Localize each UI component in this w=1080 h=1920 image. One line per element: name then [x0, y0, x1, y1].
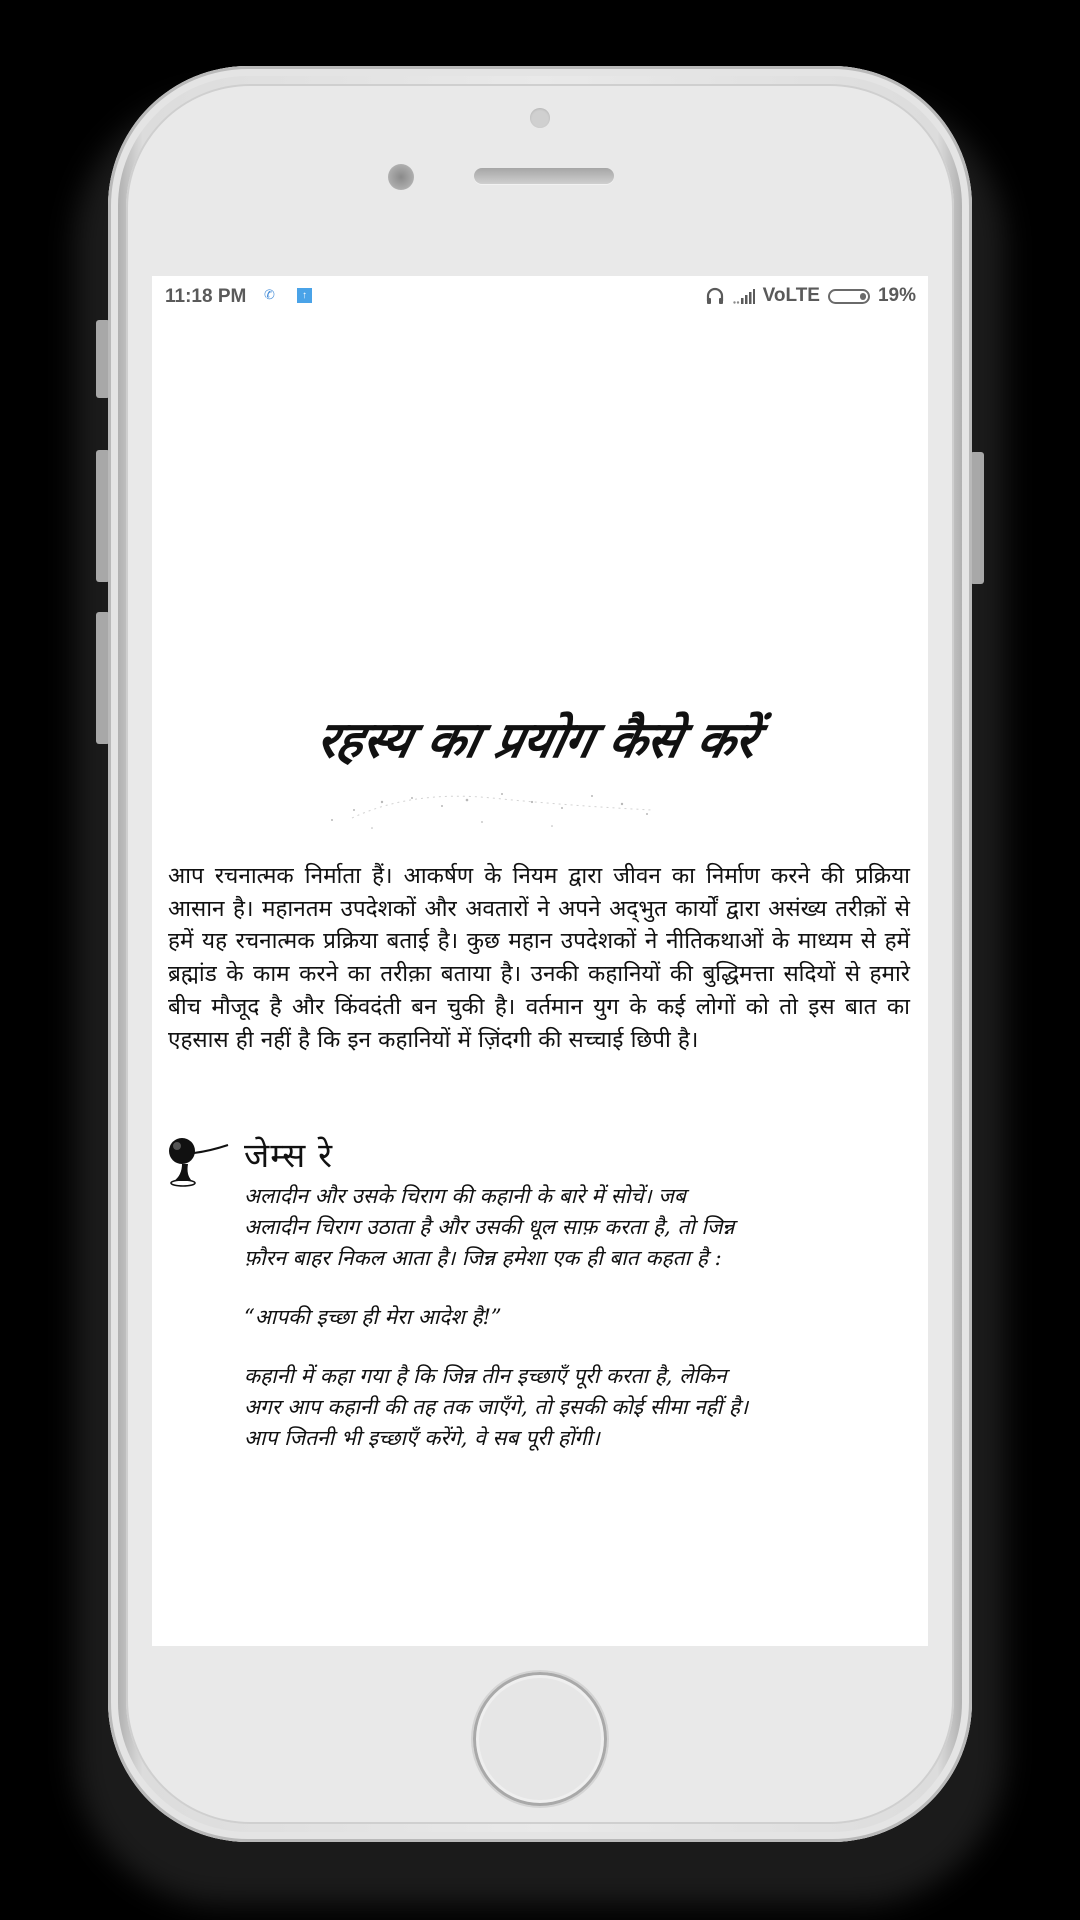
network-label: VoLTE — [762, 285, 820, 306]
headset-icon — [705, 286, 725, 306]
quote-body — [244, 1181, 844, 1482]
genie-line: “आपकी इच्छा ही मेरा आदेश है!” — [244, 1305, 502, 1329]
battery-icon — [828, 289, 870, 304]
status-right-group — [705, 285, 916, 307]
status-bar — [152, 276, 928, 316]
power-button — [970, 452, 984, 584]
phone-screen — [152, 276, 928, 1646]
home-button[interactable] — [473, 1672, 607, 1806]
quote-line: आप जितनी भी इच्छाएँ करेंगे, वे सब पूरी होंगी। — [244, 1426, 600, 1450]
quote-line: अलादीन चिराग उठाता है और उसकी धूल साफ़ करता है, तो जिन्न — [244, 1215, 735, 1239]
scan-smudge — [292, 780, 672, 840]
status-time: 11:18 PM — [165, 286, 247, 307]
quote-line: फ़ौरन बाहर निकल आता है। जिन्न हमेशा एक ही बात कहता है : — [244, 1246, 722, 1270]
quote-paragraph-2 — [244, 1361, 844, 1454]
earpiece-speaker — [474, 168, 614, 184]
quote-line: अलादीन और उसके चिराग की कहानी के बारे में सोचें। जब — [244, 1184, 686, 1208]
quote-line: कहानी में कहा गया है कि जिन्न तीन इच्छाएँ पूरी करता है, लेकिन — [244, 1364, 727, 1388]
battery-percent: 19% — [877, 285, 916, 306]
quote-author: जेम्स रे — [244, 1136, 333, 1176]
front-camera — [388, 164, 414, 190]
phone-call-icon: ✆ — [264, 287, 275, 302]
quote-paragraph-1 — [244, 1181, 844, 1274]
genie-quote — [244, 1302, 844, 1333]
quote-block — [162, 1131, 922, 1450]
front-camera-dot — [530, 108, 550, 128]
notification-icon: ↑ — [297, 288, 312, 303]
signal-icon — [733, 288, 755, 304]
quote-line: अगर आप कहानी की तह तक जाएँगे, तो इसकी कोई सीमा नहीं है। — [244, 1395, 749, 1419]
intro-paragraph: आप रचनात्मक निर्माता हैं। आकर्षण के नियम द्वारा जीवन का निर्माण करने की प्रक्रिया आसान है। महानतम उपदेशकों और अवतारों ने अपने अद्‌भुत कार्यों द्वारा असंख्य तरीक़ों से हमें यह रचनात्मक प्रक्रिया बताई है। कुछ महान उपदेशकों ने नीतिकथाओं के माध्यम से हमें ब्रह्मांड के काम करने का तरीक़ा बताया है। उनकी कहानियों की बुद्धिमत्ता सदियों से हमारे बीच मौजूद है और किंवदंती बन चुकी है। वर्तमान युग के कई लोगों को तो इस बात का एहसास ही नहीं है कि इन कहानियों में ज़िंदगी की सच्चाई छिपी है। — [168, 863, 910, 1053]
chapter-title: रहस्य का प्रयोग कैसे करें — [311, 710, 762, 769]
genie-lamp-icon — [162, 1131, 232, 1191]
